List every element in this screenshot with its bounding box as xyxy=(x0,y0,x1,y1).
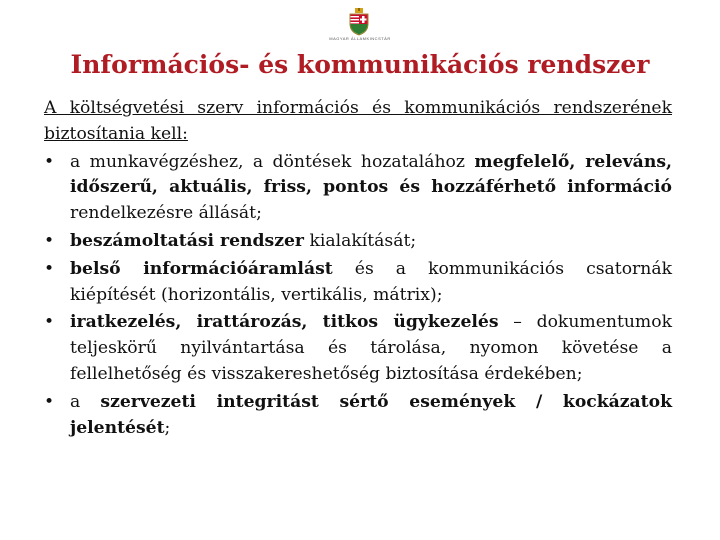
list-item-emphasis: beszámoltatási rendszer xyxy=(70,230,304,251)
bullet-icon: • xyxy=(44,151,55,172)
list-item xyxy=(44,229,672,255)
bullet-icon: • xyxy=(44,230,55,251)
crest-caption: MAGYAR ÁLLAMKINCSTÁR xyxy=(329,36,391,41)
list-item-text: rendelkezésre állását; xyxy=(70,203,262,224)
list-item-text: és a kommunikációs csatornák kiépítését (horizontális, vertikális, mátrix); xyxy=(70,258,673,305)
list-item-emphasis: szervezeti integritást sértő események / kockázatok jelentését xyxy=(70,391,672,438)
list-item-text: a xyxy=(70,391,101,412)
list-item-emphasis: belső információáramlást xyxy=(70,258,333,279)
content xyxy=(44,96,672,443)
list-item-text: – dokumentumok teljeskörű nyilvántartása és tárolása, nyomon követése a fellelhetőség és visszakereshetőség biztosítása érdekében; xyxy=(70,312,672,384)
list-item xyxy=(44,257,672,309)
coat-of-arms-icon xyxy=(348,8,370,36)
list-item-text: a munkavégzéshez, a döntések hozatalához xyxy=(70,151,475,172)
bullet-icon: • xyxy=(44,258,55,279)
bullet-icon: • xyxy=(44,312,55,333)
list-item-text: kialakítását; xyxy=(303,230,417,251)
list-item-text: ; xyxy=(164,417,171,438)
slide-title: Információs- és kommunikációs rendszer xyxy=(70,50,650,79)
list-item xyxy=(44,150,672,227)
list-item xyxy=(44,310,672,387)
list-item-emphasis: megfelelő, releváns, időszerű, aktuális, friss, pontos és hozzáférhető információ xyxy=(70,151,672,198)
bullet-icon: • xyxy=(44,391,55,412)
list-item xyxy=(44,390,672,442)
list-item-emphasis: iratkezelés, irattározás, titkos ügykezelés xyxy=(70,312,499,333)
intro-text: A költségvetési szerv információs és kommunikációs rendszerének biztosítania kell: xyxy=(44,98,672,144)
bullet-list xyxy=(44,150,672,442)
